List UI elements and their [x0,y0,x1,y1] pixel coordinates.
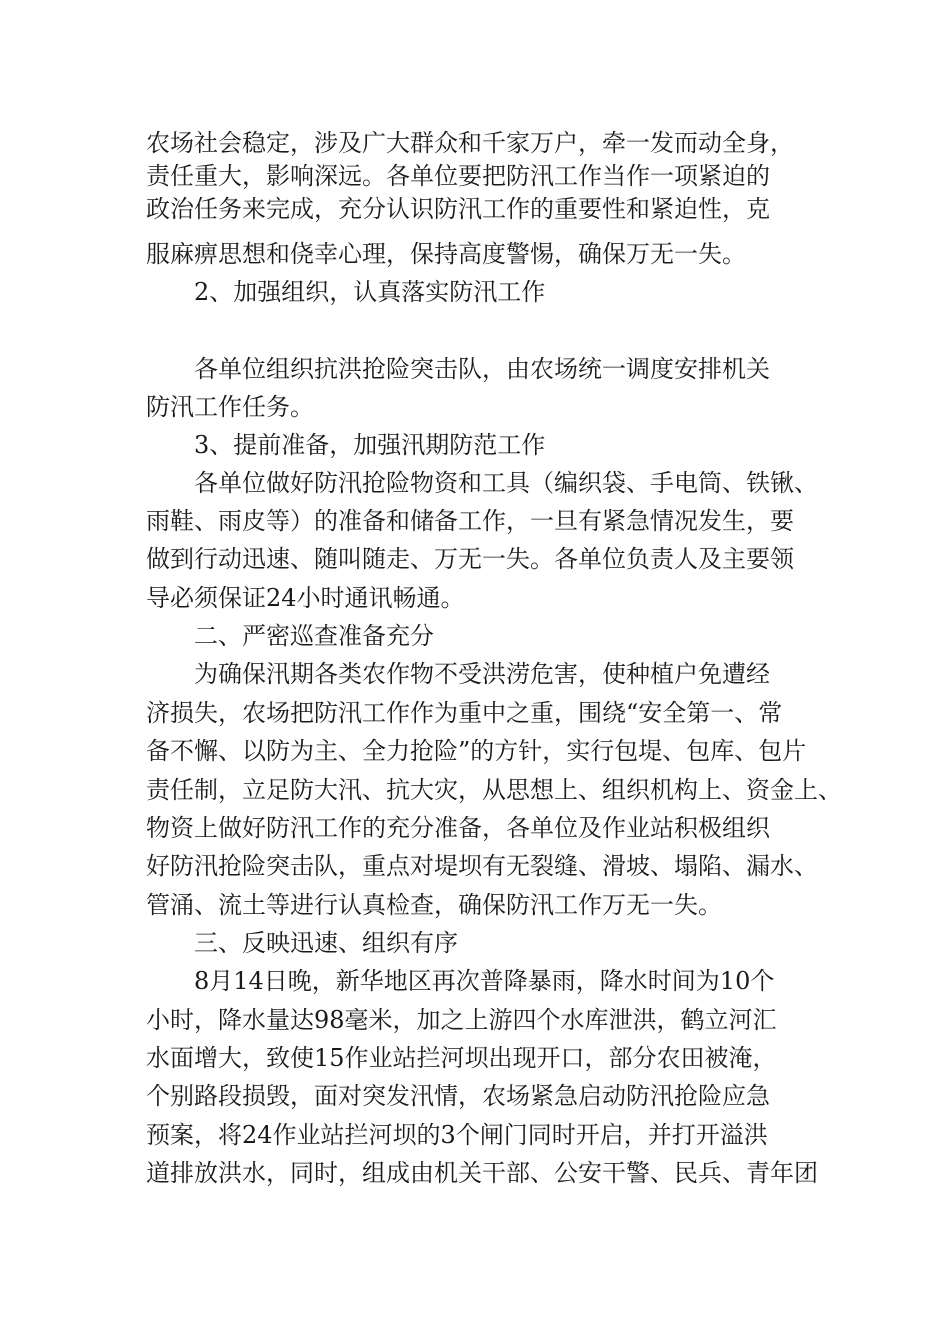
text-line: 管涌、流土等进行认真检查，确保防汛工作万无一失。 [146,891,722,919]
text-line: 为确保汛期各类农作物不受洪涝危害，使种植户免遭经 [194,660,770,688]
text-line: 做到行动迅速、随叫随走、万无一失。各单位负责人及主要领 [146,545,794,573]
text-line: 导必须保证24小时通讯畅通。 [146,584,465,612]
text-line: 防汛工作任务。 [146,393,314,421]
text-line: 个别路段损毁，面对突发汛情，农场紧急启动防汛抢险应急 [146,1082,770,1110]
text-line: 道排放洪水，同时，组成由机关干部、公安干警、民兵、青年团 [146,1159,818,1187]
document-body [146,0,842,1344]
text-line: 责任制，立足防大汛、抗大灾，从思想上、组织机构上、资金上、 [146,776,842,804]
text-line: 预案，将24作业站拦河坝的3个闸门同时开启，并打开溢洪 [146,1121,768,1149]
text-line: 物资上做好防汛工作的充分准备，各单位及作业站积极组织 [146,814,770,842]
text-line: 农场社会稳定，涉及广大群众和千家万户，牵一发而动全身， [146,129,794,157]
section-heading: 三、反映迅速、组织有序 [194,929,458,957]
text-line: 雨鞋、雨皮等）的准备和储备工作，一旦有紧急情况发生，要 [146,507,794,535]
text-line: 服麻痹思想和侥幸心理，保持高度警惕，确保万无一失。 [146,240,746,268]
section-heading: 2、加强组织，认真落实防汛工作 [194,278,546,306]
text-line: 政治任务来完成，充分认识防汛工作的重要性和紧迫性，克 [146,195,770,223]
text-line: 备不懈、以防为主、全力抢险”的方针，实行包堤、包库、包片 [146,737,807,765]
section-heading: 二、严密巡查准备充分 [194,622,434,650]
text-line: 水面增大，致使15作业站拦河坝出现开口，部分农田被淹， [146,1044,777,1072]
text-line: 各单位组织抗洪抢险突击队，由农场统一调度安排机关 [194,355,770,383]
text-line: 济损失，农场把防汛工作作为重中之重，围绕“安全第一、常 [146,699,783,727]
text-line: 各单位做好防汛抢险物资和工具（编织袋、手电筒、铁锹、 [194,469,818,497]
text-line: 小时，降水量达98毫米，加之上游四个水库泄洪，鹤立河汇 [146,1006,777,1034]
text-line: 责任重大，影响深远。各单位要把防汛工作当作一项紧迫的 [146,162,770,190]
section-heading: 3、提前准备，加强汛期防范工作 [194,431,546,459]
text-line: 8月14日晚，新华地区再次普降暴雨，降水时间为10个 [194,967,775,995]
text-line: 好防汛抢险突击队，重点对堤坝有无裂缝、滑坡、塌陷、漏水、 [146,852,818,880]
